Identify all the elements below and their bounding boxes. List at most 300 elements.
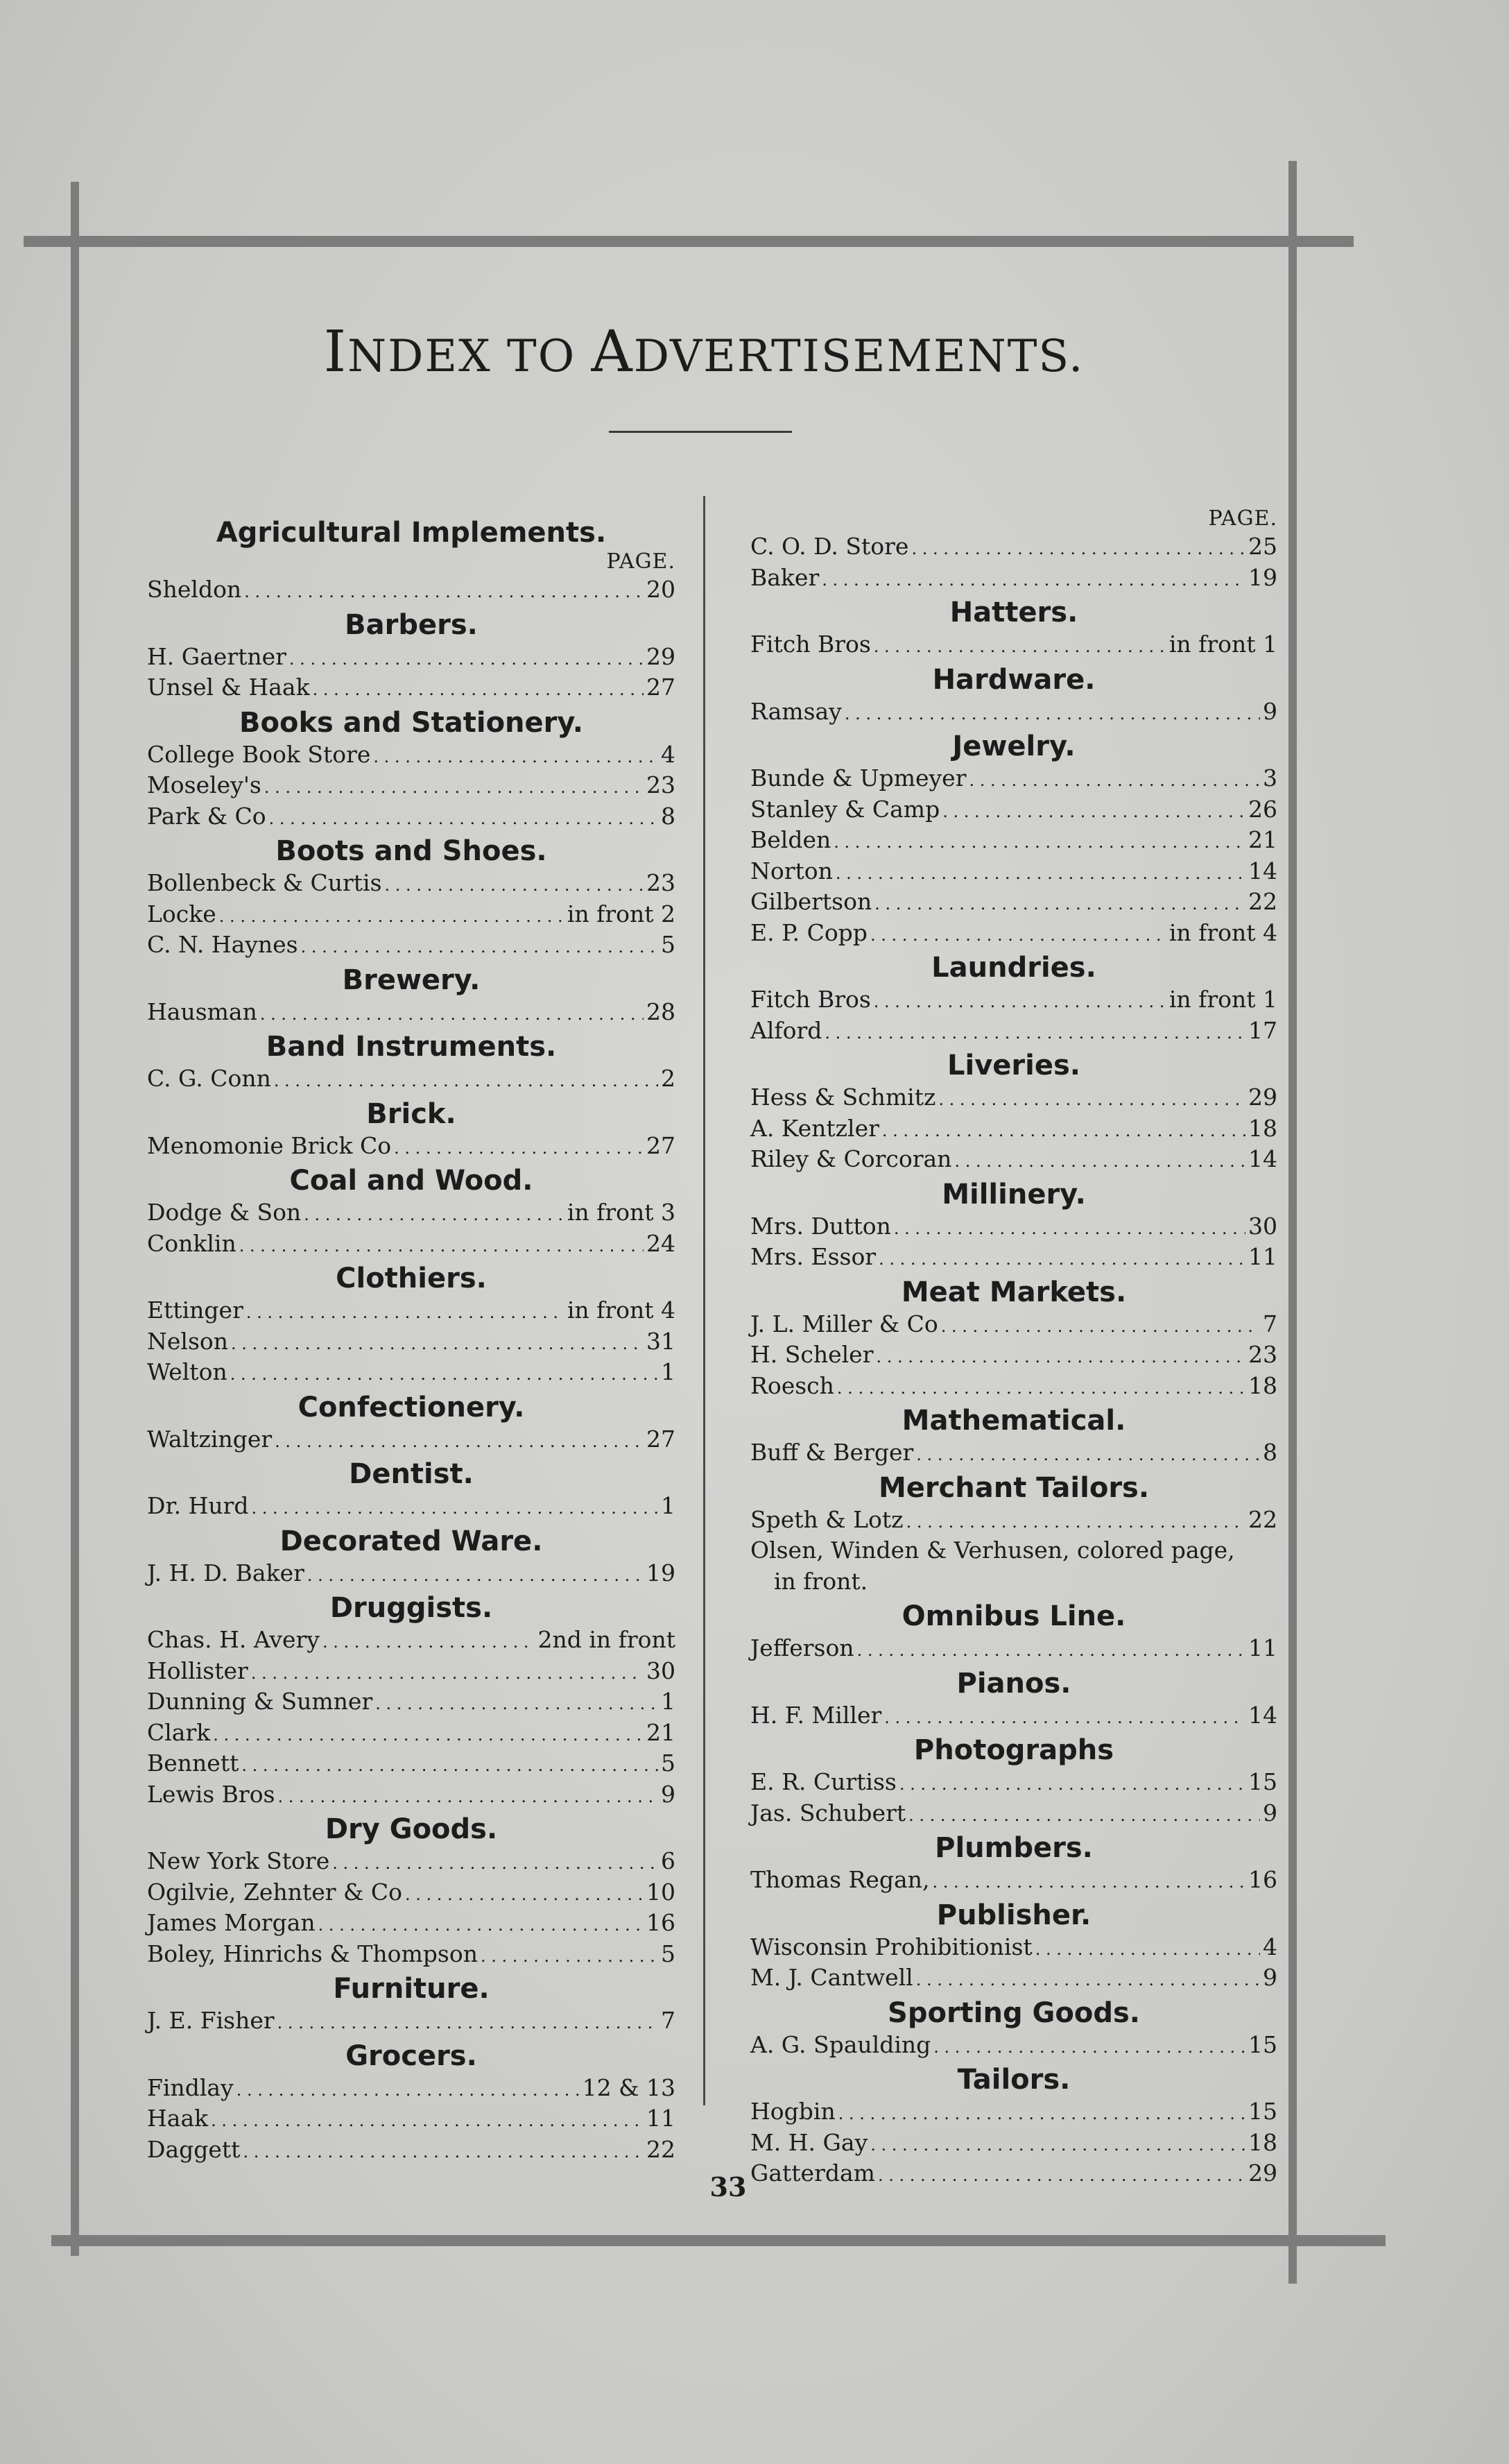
leader-dots [874,887,1245,920]
frame-right-rule [1288,161,1297,2284]
leader-dots [834,825,1245,858]
page-reference: 24 [646,1229,675,1257]
page-reference: 6 [661,1847,675,1874]
leader-dots [213,1718,644,1751]
leader-dots [289,642,644,675]
index-entry [750,1144,1277,1175]
index-entry [147,1424,675,1455]
category-heading: Hardware. [932,663,1096,696]
page-reference: 18 [1248,1114,1277,1142]
index-entry [147,2134,675,2166]
index-entry [147,1748,675,1779]
category-heading: Agricultural Implements. [216,517,607,549]
advertiser-name: Olsen, Winden & Verhusen, colored page, [750,1537,1235,1564]
leader-dots [942,794,1245,828]
leader-dots [870,918,1166,951]
index-entry [147,1686,675,1718]
leader-dots [879,1242,1245,1275]
page-reference: 4 [661,740,675,768]
page-reference: 1 [661,1688,675,1715]
advertiser-name: Hess & Schmitz [750,1084,936,1111]
index-entry [147,1656,675,1687]
advertiser-name: Wisconsin Prohibitionist [750,1933,1033,1960]
leader-dots [894,1211,1245,1244]
advertiser-name: Moseley's [147,771,261,798]
index-entry [147,1326,675,1358]
leader-dots [274,1063,658,1097]
page-reference: 7 [1263,1310,1277,1337]
leader-dots [243,2134,644,2168]
advertiser-name: James Morgan [147,1909,316,1936]
leader-dots [230,1357,658,1390]
advertiser-name: Conklin [147,1229,236,1257]
page-reference: 23 [1248,1341,1277,1368]
page-reference: 21 [646,1718,675,1746]
leader-dots [251,1656,644,1689]
leader-dots [241,1748,658,1781]
leader-dots [1035,1932,1260,1965]
index-entry [147,1846,675,1877]
advertiser-name: A. G. Spaulding [750,2030,931,2058]
index-entry [147,1295,675,1326]
category-heading: Clothiers. [336,1263,487,1294]
index-entry [750,763,1277,794]
index-entry [750,1211,1277,1242]
advertiser-name: Haak [147,2105,209,2132]
index-entry [750,984,1277,1016]
page-reference: 25 [1248,533,1277,560]
category-heading: Omnibus Line. [902,1600,1126,1632]
advertiser-name: New York Store [147,1847,330,1874]
advertiser-name: Baker [750,563,820,591]
index-entry [750,1932,1277,1963]
advertiser-name: Hogbin [750,2098,836,2125]
leader-dots [933,2030,1245,2063]
index-entry [750,2030,1277,2061]
index-entry [750,629,1277,660]
category-heading: Barbers. [345,608,478,641]
advertiser-name: Daggett [147,2135,241,2163]
category-heading: Druggists. [329,1592,493,1624]
advertiser-name: Locke [147,900,216,927]
page-reference: 22 [1248,1505,1277,1533]
page-reference: 10 [646,1878,675,1906]
index-entry [750,531,1277,563]
leader-dots [375,1686,658,1720]
leader-dots [884,1700,1245,1734]
index-entry [147,739,675,771]
category-heading: Dry Goods. [325,1813,498,1845]
page-reference: 8 [661,802,675,830]
page-reference: 1 [661,1358,675,1385]
advertiser-name: E. R. Curtiss [750,1768,897,1795]
frame-top-rule [24,236,1354,247]
leader-dots [373,739,658,773]
category-heading: Boots and Shoes. [275,835,547,867]
category-heading: Decorated Ware. [279,1525,543,1557]
index-entry [147,1908,675,1939]
leader-dots [916,1437,1260,1471]
category-heading: Laundries. [931,952,1096,984]
index-entry [750,887,1277,918]
index-entry [750,2096,1277,2128]
advertiser-name: Clark [147,1718,211,1746]
category-heading: Brewery. [342,964,481,996]
index-entry [147,997,675,1028]
index-entry [750,696,1277,728]
leader-dots [244,574,644,608]
page-reference: 1 [661,1492,675,1519]
leader-dots [874,984,1166,1018]
page-reference: 11 [1248,1634,1277,1661]
index-entry [750,1865,1277,1896]
leader-dots [301,930,658,963]
index-entry [750,1340,1277,1371]
leader-dots [836,856,1245,889]
leader-dots [385,868,644,901]
advertiser-name: Unsel & Haak [147,674,310,701]
page-reference: in front 1 [1169,986,1277,1013]
page-reference: 9 [1263,1964,1277,1991]
leader-dots [211,2103,644,2137]
index-entry [147,770,675,801]
advertiser-name: Waltzinger [147,1425,273,1453]
advertiser-name: C. G. Conn [147,1065,271,1092]
leader-dots [307,1558,644,1591]
category-heading: Liveries. [947,1050,1080,1081]
index-entry [147,1229,675,1260]
page-reference: 29 [646,642,675,670]
advertiser-name: Speth & Lotz [750,1505,904,1533]
category-heading: Brick. [366,1097,456,1130]
advertiser-name: Thomas Regan, [750,1866,930,1893]
page-reference: 8 [1263,1439,1277,1466]
advertiser-name: Stanley & Camp [750,795,940,823]
page-reference: 9 [661,1780,675,1808]
advertiser-name: Boley, Hinrichs & Thompson [147,1940,478,1967]
page-reference: 5 [661,931,675,958]
page-reference: 31 [646,1327,675,1355]
page-reference: 9 [1263,1799,1277,1826]
page-reference: 2nd in front [537,1626,675,1653]
page-reference: 4 [1263,1933,1277,1960]
index-entry [750,563,1277,594]
index-entry [147,1131,675,1162]
page-reference: 5 [661,1940,675,1967]
leader-dots [838,2096,1245,2130]
page-column-label: PAGE. [606,549,675,574]
page-reference: 30 [1248,1212,1277,1240]
page-reference: 16 [646,1909,675,1936]
leader-dots [246,1295,564,1328]
advertiser-name: Roesch [750,1371,834,1399]
page-reference: in front 4 [1169,918,1277,946]
leader-dots [916,1962,1260,1996]
advertiser-name: Lewis Bros [147,1780,275,1808]
left-index-column [147,513,675,2165]
advertiser-name: H. Scheler [750,1341,874,1368]
index-entry [147,2073,675,2104]
index-entry [147,1877,675,1908]
leader-dots [304,1197,564,1231]
advertiser-name: Mrs. Dutton [750,1212,891,1240]
page-reference: 23 [646,869,675,896]
advertiser-name: Fitch Bros [750,986,871,1013]
advertiser-name: Dodge & Son [147,1199,302,1226]
index-entry [147,642,675,673]
page-reference: 15 [1248,2098,1277,2125]
index-entry [750,1016,1277,1047]
advertiser-name: H. F. Miller [750,1701,882,1729]
page-reference: in front 2 [567,900,675,927]
leader-dots [313,672,644,705]
category-heading: Photographs [913,1734,1114,1766]
page-reference: 5 [661,1749,675,1777]
index-entry [750,794,1277,825]
index-entry [147,1718,675,1749]
page-reference: 14 [1248,1701,1277,1729]
index-entry [750,856,1277,887]
index-entry [147,1197,675,1229]
advertiser-name: Dr. Hurd [147,1492,249,1519]
page-reference: 7 [661,2007,675,2034]
advertiser-name: Dunning & Sumner [147,1688,373,1715]
leader-dots [394,1131,644,1164]
advertiser-name: Buff & Berger [750,1439,914,1466]
advertiser-name: Hausman [147,998,257,1025]
index-entry [750,1082,1277,1113]
advertiser-name: Jefferson [750,1634,854,1661]
index-entry [147,1779,675,1811]
index-entry [147,574,675,606]
page-reference: 29 [1248,2159,1277,2187]
page-reference: 2 [661,1065,675,1092]
leader-dots [845,696,1260,730]
advertiser-name: Bollenbeck & Curtis [147,869,382,896]
index-entry [750,1798,1277,1829]
leader-dots [882,1113,1245,1147]
leader-dots [908,1798,1260,1831]
category-heading: Meat Markets. [901,1276,1127,1308]
leader-dots [277,2005,658,2039]
advertiser-name: Bennett [147,1749,239,1777]
advertiser-name: A. Kentzler [750,1114,879,1142]
leader-dots [219,899,564,932]
category-heading: Dentist. [349,1458,474,1490]
page-reference: 21 [1248,826,1277,853]
page-reference: 20 [646,576,675,603]
leader-dots [275,1424,644,1457]
index-entry [147,1357,675,1388]
advertiser-name: C. N. Haynes [147,931,298,958]
advertiser-name: Alford [750,1016,822,1044]
category-heading: Sporting Goods. [888,1996,1140,2029]
page-reference: 22 [1248,888,1277,915]
index-entry [147,801,675,832]
category-heading: Publisher. [936,1899,1092,1931]
leader-dots [825,1016,1245,1049]
leader-dots [260,997,644,1030]
leader-dots [405,1877,644,1910]
page-reference: 23 [646,771,675,798]
leader-dots [318,1908,644,1941]
page-column-label: PAGE. [1208,506,1277,531]
leader-dots [906,1505,1245,1538]
advertiser-name: Gilbertson [750,888,872,915]
page-number: 33 [709,2171,747,2202]
column-divider [703,496,705,2105]
leader-dots [941,1309,1260,1342]
page-reference: 22 [646,2135,675,2163]
page-reference: 15 [1248,1768,1277,1795]
advertiser-name: Ettinger [147,1297,243,1324]
page-reference: 11 [646,2105,675,2132]
category-heading: Hatters. [949,597,1078,628]
page-reference: 29 [1248,1084,1277,1111]
advertiser-name: C. O. D. Store [750,533,909,560]
page-reference: 27 [646,674,675,701]
advertiser-name-continuation: in front. [774,1567,868,1595]
advertiser-name: Park & Co [147,802,266,830]
index-entry [147,1625,675,1656]
page-reference: 28 [646,998,675,1025]
index-entry [147,672,675,703]
page-reference: 19 [1248,563,1277,591]
index-entry [750,2128,1277,2159]
leader-dots [822,563,1245,596]
category-heading: Tailors. [957,2064,1071,2096]
advertiser-name: M. J. Cantwell [750,1964,913,1991]
advertiser-name: Ogilvie, Zehnter & Co [147,1878,402,1906]
leader-dots [911,531,1245,565]
leader-dots [837,1371,1245,1404]
category-heading: Coal and Wood. [289,1165,533,1197]
index-entry [750,1371,1277,1402]
leader-dots [932,1865,1245,1898]
leader-dots [231,1326,644,1360]
leader-dots [938,1082,1245,1115]
advertiser-name: College Book Store [147,740,371,768]
page-reference: 14 [1248,857,1277,884]
advertiser-name: H. Gaertner [147,642,286,670]
leader-dots [874,629,1166,662]
index-entry [750,1242,1277,1273]
advertiser-name: Riley & Corcoran [750,1145,952,1172]
index-entry [750,1700,1277,1731]
leader-dots [236,2073,580,2106]
advertiser-name: Menomonie Brick Co [147,1131,392,1159]
page-reference: in front 4 [567,1297,675,1324]
category-heading: Pianos. [956,1667,1071,1700]
advertiser-name: Bunde & Upmeyer [750,764,967,792]
index-entry [750,1633,1277,1664]
index-entry [147,1491,675,1522]
leader-dots [481,1939,658,1972]
index-entry [750,1535,1277,1597]
category-heading: Millinery. [942,1178,1086,1210]
leader-dots [877,1340,1246,1373]
index-entry [147,899,675,930]
advertiser-name: J. E. Fisher [147,2007,275,2034]
page-reference: 26 [1248,795,1277,823]
advertiser-name: J. L. Miller & Co [750,1310,938,1337]
page-reference: 18 [1248,1371,1277,1399]
leader-dots [264,770,644,803]
page-reference: 27 [646,1425,675,1453]
category-heading: Confectionery. [298,1391,525,1423]
advertiser-name: Nelson [147,1327,229,1355]
advertiser-name: Mrs. Essor [750,1243,877,1270]
category-heading: Jewelry. [952,730,1076,762]
leader-dots [899,1767,1245,1800]
frame-bottom-rule [51,2235,1386,2246]
leader-dots [239,1229,644,1262]
index-entry [147,1063,675,1095]
advertiser-name: M. H. Gay [750,2128,868,2156]
index-entry [750,1309,1277,1340]
index-entry [147,1939,675,1970]
page-reference: in front 1 [1169,631,1277,658]
page-reference: 27 [646,1131,675,1159]
advertiser-name: E. P. Copp [750,918,868,946]
page-title: INDEX TO ADVERTISEMENTS. [323,319,1085,385]
leader-dots [252,1491,658,1524]
category-heading: Band Instruments. [266,1031,557,1063]
advertiser-name: Fitch Bros [750,631,871,658]
category-heading: Merchant Tailors. [878,1471,1150,1504]
index-entry [750,1113,1277,1145]
advertiser-name: Ramsay [750,697,842,725]
advertiser-name: Jas. Schubert [750,1799,906,1826]
index-entry [147,2005,675,2037]
category-heading: Grocers. [345,2039,477,2072]
page-reference: 11 [1248,1243,1277,1270]
leader-dots [969,763,1260,796]
title-underline [609,431,792,433]
advertiser-name: Hollister [147,1657,248,1684]
index-entry [147,1558,675,1589]
category-heading: Plumbers. [935,1832,1093,1864]
index-entry [147,868,675,899]
advertiser-name: Gatterdam [750,2159,875,2187]
advertiser-name: Chas. H. Avery [147,1626,320,1653]
page-reference: 18 [1248,2128,1277,2156]
advertiser-name: Norton [750,857,833,884]
page-reference: 9 [1263,697,1277,725]
category-heading: Books and Stationery. [239,706,583,739]
index-entry [750,825,1277,856]
page-reference: 12 & 13 [582,2073,675,2101]
index-entry [147,2103,675,2134]
leader-dots [278,1779,659,1813]
page-reference: 19 [646,1559,675,1586]
advertiser-name: J. H. D. Baker [147,1559,304,1586]
frame-left-rule [71,182,79,2256]
page-reference: 30 [646,1657,675,1684]
index-entry [147,930,675,961]
index-entry [750,1962,1277,1994]
advertiser-name: Welton [147,1358,227,1385]
page-reference: 17 [1248,1016,1277,1044]
page-reference: in front 3 [567,1199,675,1226]
index-entry [750,1767,1277,1798]
category-heading: Furniture. [333,1973,490,2005]
leader-dots [322,1625,535,1658]
category-heading: Mathematical. [902,1405,1126,1437]
index-entry [750,1437,1277,1469]
page-reference: 15 [1248,2030,1277,2058]
page-reference: 14 [1248,1145,1277,1172]
